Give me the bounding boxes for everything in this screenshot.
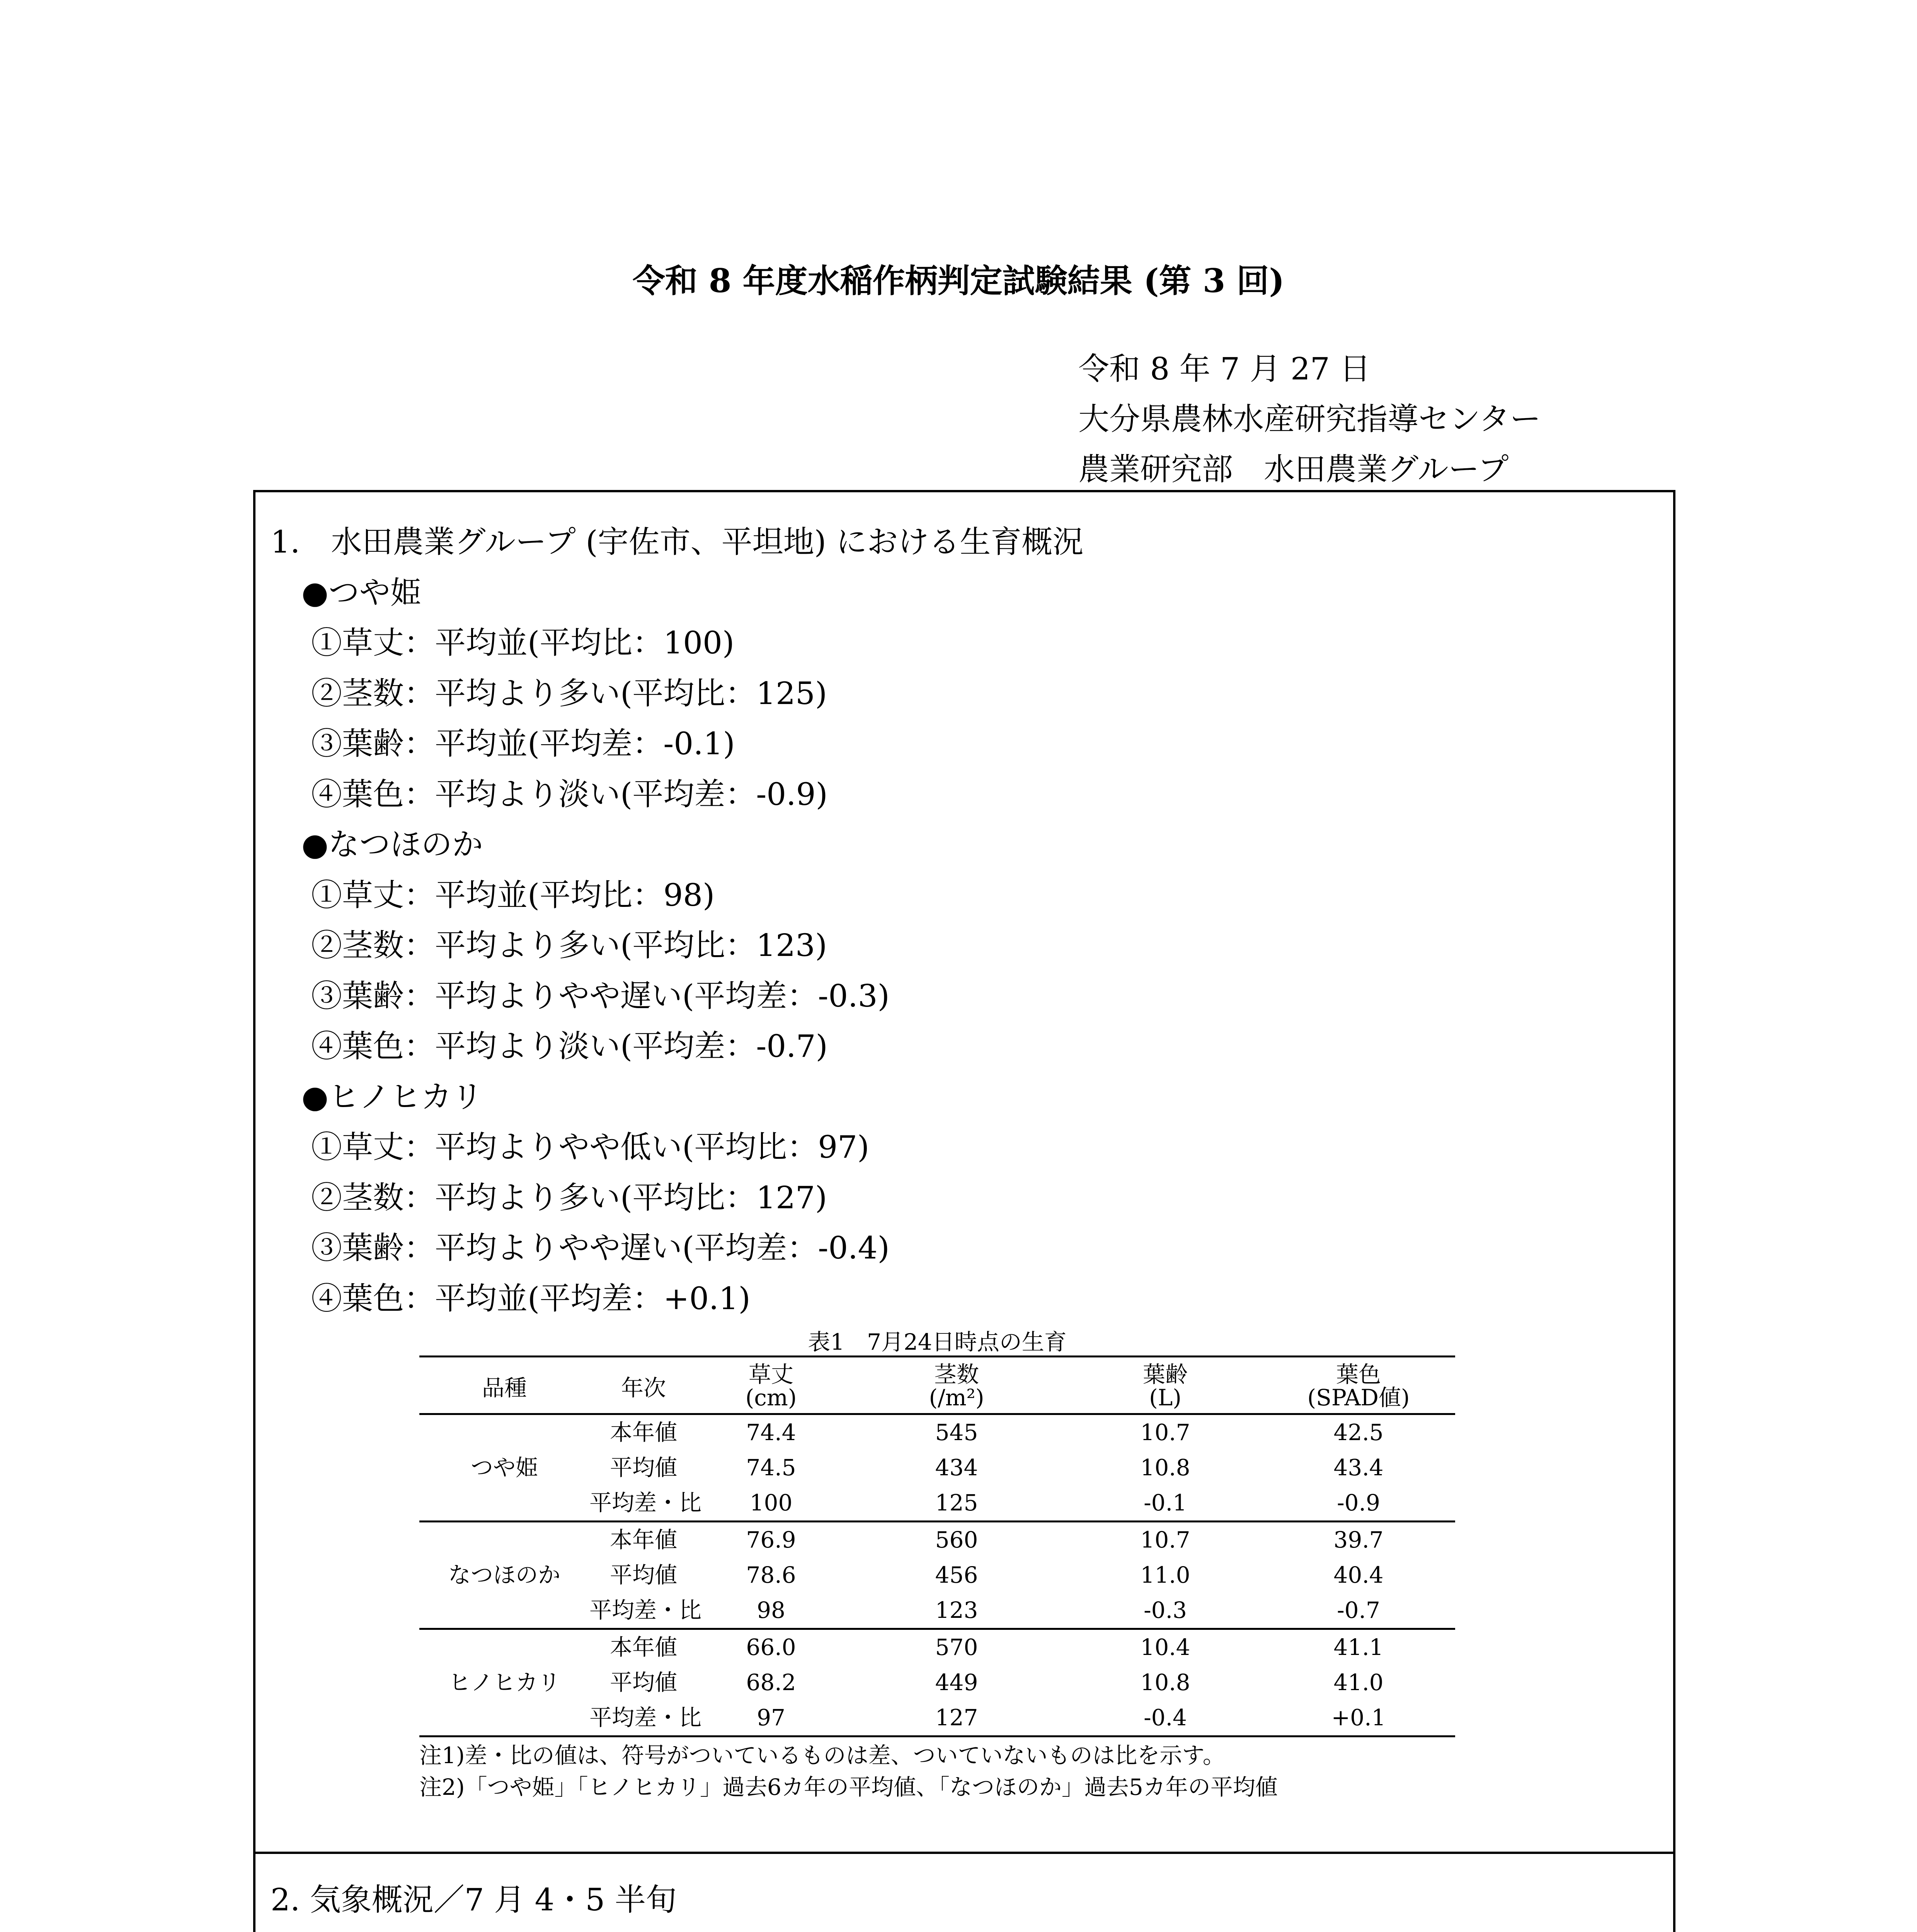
variety-cell: ヒノヒカリ: [448, 1669, 560, 1696]
table-cell: 40.4: [1333, 1562, 1384, 1588]
table-cell: 545: [935, 1419, 978, 1446]
variety-item: ③葉齢：平均並(平均差：-0.1): [311, 726, 735, 762]
column-header: 年次: [621, 1375, 666, 1401]
table-cell: 125: [935, 1490, 978, 1516]
table-cell: 43.4: [1333, 1454, 1384, 1481]
table-cell: 41.1: [1333, 1634, 1384, 1660]
table-cell: 74.4: [746, 1419, 796, 1446]
table-group: [419, 1629, 1455, 1736]
variety-item: ②茎数：平均より多い(平均比：125): [311, 675, 827, 711]
growth-table: [419, 1355, 1455, 1737]
table-cell: 68.2: [746, 1669, 796, 1696]
table-row: [419, 1629, 1455, 1665]
column-unit: (SPAD値): [1307, 1384, 1410, 1411]
variety-item: ③葉齢：平均よりやや遅い(平均差：-0.3): [311, 978, 890, 1014]
table-cell: 42.5: [1333, 1419, 1384, 1446]
section-weather: [271, 1874, 1340, 1932]
table-cell: 10.4: [1140, 1634, 1190, 1660]
table-group: [419, 1522, 1455, 1629]
variety-item: ④葉色：平均より淡い(平均差：-0.9): [311, 776, 828, 812]
variety-item: ④葉色：平均並(平均差：+0.1): [311, 1280, 751, 1316]
table-cell: 449: [935, 1669, 978, 1696]
variety-item: ③葉齢：平均よりやや遅い(平均差：-0.4): [311, 1230, 890, 1266]
table-cell: 本年値: [609, 1419, 677, 1446]
column-header: 茎数: [934, 1361, 979, 1388]
variety-item: ②茎数：平均より多い(平均比：123): [311, 927, 827, 963]
table-row: [419, 1414, 1455, 1451]
table-cell: 434: [935, 1454, 978, 1481]
table-cell: -0.9: [1337, 1490, 1380, 1516]
table-header: [419, 1357, 1455, 1414]
table-cell: 本年値: [609, 1634, 677, 1660]
table-cell: 平均値: [609, 1454, 677, 1481]
table-note: 注2)「つや姫」「ヒノヒカリ」過去6カ年の平均値、「なつほのか」過去5カ年の平均値: [419, 1774, 1278, 1800]
table-cell: 100: [749, 1490, 793, 1516]
table-cell: -0.3: [1144, 1597, 1187, 1623]
table-cell: 78.6: [746, 1562, 796, 1588]
growth-table-block: [419, 1328, 1455, 1803]
variety-item: ①草丈：平均よりやや低い(平均比：97): [311, 1129, 870, 1165]
section-growth: [271, 517, 1083, 1324]
variety-item: ①草丈：平均並(平均比：100): [311, 625, 735, 661]
table-cell: 平均差・比: [589, 1490, 702, 1516]
table-cell: 10.7: [1140, 1527, 1190, 1553]
section1-heading: 1. 水田農業グループ (宇佐市、平坦地) における生育概況: [271, 524, 1084, 560]
table-cell: 平均差・比: [589, 1704, 702, 1731]
table-cell: 456: [935, 1562, 978, 1588]
table-cell: 10.8: [1140, 1454, 1190, 1481]
section2-heading: 2. 気象概況／7 月 4・5 半旬: [271, 1882, 677, 1918]
variety-name: ●つや姫: [301, 574, 421, 611]
table-cell: -0.7: [1337, 1597, 1380, 1623]
table-caption: 表1 7月24日時点の生育: [808, 1329, 1067, 1355]
table-group: [419, 1414, 1455, 1522]
table-row: [419, 1522, 1455, 1558]
table-cell: +0.1: [1331, 1704, 1386, 1731]
column-unit: (/m²): [929, 1384, 984, 1411]
table-cell: 10.8: [1140, 1669, 1190, 1696]
column-unit: (L): [1149, 1384, 1182, 1411]
column-header: 品種: [482, 1375, 527, 1401]
variety-item: ④葉色：平均より淡い(平均差：-0.7): [311, 1028, 828, 1064]
table-notes: [419, 1740, 1455, 1803]
table-cell: 97: [757, 1704, 785, 1731]
table-cell: 66.0: [746, 1634, 796, 1660]
table-cell: 570: [935, 1634, 978, 1660]
table-cell: -0.1: [1144, 1490, 1187, 1516]
column-header: 草丈: [748, 1361, 793, 1388]
table-cell: 127: [935, 1704, 978, 1731]
table-cell: 本年値: [609, 1527, 677, 1553]
table-cell: 41.0: [1333, 1669, 1384, 1696]
table-cell: 74.5: [746, 1454, 796, 1481]
table-cell: 98: [757, 1597, 785, 1623]
document-title: 令和 8 年度水稲作柄判定試験結果 (第 3 回): [632, 262, 1285, 300]
column-header: 葉色: [1336, 1361, 1381, 1388]
issuing-organization: 大分県農林水産研究指導センター: [1078, 401, 1541, 437]
table-cell: 76.9: [746, 1527, 796, 1553]
section-divider: [253, 1852, 1675, 1854]
table-cell: 11.0: [1140, 1562, 1190, 1588]
variety-cell: つや姫: [470, 1454, 538, 1481]
column-unit: (cm): [745, 1384, 797, 1411]
issuing-department: 農業研究部 水田農業グループ: [1078, 451, 1509, 487]
table-cell: 平均差・比: [589, 1597, 702, 1623]
document-meta: [1078, 344, 1541, 495]
table-cell: 平均値: [609, 1669, 677, 1696]
table-cell: -0.4: [1144, 1704, 1187, 1731]
table-cell: 123: [935, 1597, 978, 1623]
issue-date: 令和 8 年 7 月 27 日: [1078, 351, 1371, 387]
variety-name: ●ヒノヒカリ: [301, 1078, 483, 1115]
table-cell: 平均値: [609, 1562, 677, 1588]
variety-item: ①草丈：平均並(平均比：98): [311, 877, 715, 913]
table-note: 注1)差・比の値は、符号がついているものは差、ついていないものは比を示す。: [419, 1742, 1225, 1769]
variety-name: ●なつほのか: [301, 827, 483, 862]
column-header: 葉齢: [1142, 1361, 1188, 1388]
observation-note: [271, 1926, 1340, 1932]
table-cell: 560: [935, 1527, 978, 1553]
table-cell: 39.7: [1333, 1527, 1384, 1553]
variety-item: ②茎数：平均より多い(平均比：127): [311, 1179, 827, 1216]
table-cell: 10.7: [1140, 1419, 1190, 1446]
variety-cell: なつほのか: [448, 1562, 560, 1588]
